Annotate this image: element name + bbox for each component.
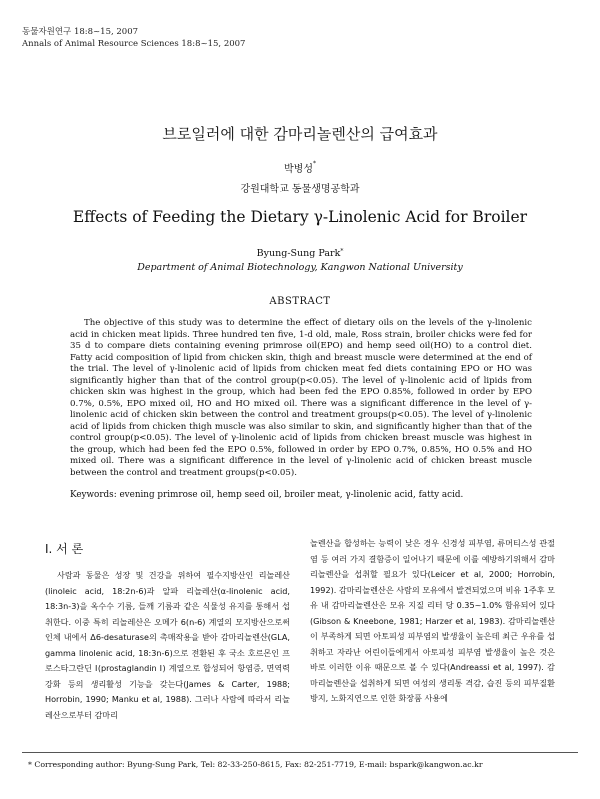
journal-header-en: Annals of Animal Resource Sciences 18:8~15, 2007 [22,39,246,49]
journal-header [22,26,245,50]
body-column-left: 사람과 동물은 성장 및 건강을 위하여 필수지방산인 리놀레산(linoleic acid, 18:2n-6)과 알파 리놀레산(α-linolenic acid, 18:3n-3)을 옥수수 기름, 들깨 기름과 같은 식물성 유지를 통해서 섭취한다. 이중 특히 리놀레산은 오메가 6(n-6) 계열의 모지방산으로써 인체 내에서 Δ6-desaturase의 촉매작용을 받아 감마리놀렌산(GLA, gamma linolenic acid, 18:3n-6)으로 전환된 후 국소 호르몬인 프로스타그란딘 Ⅰ(prostaglandin Ⅰ) 계열으로 합성되어 항염증, 면역력 강화 등의 생리활성 기능을 갖는다(James & Carter, 1988; Horrobin, 1990; Manku et al, 1988). 그러나 사람에 따라서 리놀레산으로부터 감마리 [45,570,290,720]
title-english: Effects of Feeding the Dietary γ-Linolenic Acid for Broiler [72,208,528,226]
footnote-divider [22,752,578,753]
keywords: Keywords: evening primrose oil, hemp seed oil, broiler meat, γ-linolenic acid, fatty acid. [70,490,464,500]
section-heading-introduction: Ⅰ. 서 론 [45,542,84,556]
affiliation-english: Department of Animal Biotechnology, Kangwon National University [137,262,463,273]
author-english [0,248,600,259]
affiliation-korean: 강원대학교 동물생명공학과 [240,184,360,195]
abstract-body: The objective of this study was to determine the effect of dietary oils on the levels of the γ-linolenic acid in chicken meat lipids. Three hundred ten five, 1-d old, male, Ross strain, broiler chicks were fed for 35 d to compare diets containing evening primrose oil(EPO) and hemp seed oil(HO) to a control diet. Fatty acid composition of lipid from chicken skin, thigh and breast muscle were determined at the end of the trial. The level of γ-linolenic acid of lipids from chicken meat fed diets containing EPO or HO was significantly higher than that of the control group(p<0.05). The level of γ-linolenic acid of lipids from chicken skin was highest in the group, which had been fed the EPO 0.85%, followed in order by EPO 0.7%, 0.5%, EPO mixed oil, HO and HO mixed oil. There was a significant difference in the level of γ-linolenic acid of chicken skin between the control and treatment groups(p<0.05). The level of γ-linolenic acid of lipids from chicken thigh muscle was also similar to skin, and significantly higher than that of the control group(p<0.05). The level of γ-linolenic acid of lipids from chicken breast muscle was highest in the group, which had been fed the EPO 0.5%, followed in order by EPO 0.7%, 0.85%, HO 0.5% and HO mixed oil. There was a significant difference in the level of γ-linolenic acid of chicken breast muscle between the control and treatment groups(p<0.05). [70,318,532,478]
author-korean-name: 박병성 [284,164,313,175]
author-korean-mark: * [312,160,316,167]
author-english-name: Byung-Sung Park [256,248,341,259]
abstract-heading: ABSTRACT [269,296,331,307]
body-column-right: 놀렌산을 합성하는 능력이 낮은 경우 신경성 피부염, 류머티스성 관절염 등 여러 가지 결함증이 일어나기 때문에 이를 예방하기위해서 감마리놀렌산을 섭취할 필요가 있다(Leicer et al, 2000; Horrobin, 1992). 감마리놀렌산은 사람의 모유에서 발견되었으며 비유 1주후 모유 내 감마리놀렌산은 모유 지질 리터 당 0.35~1.0% 함유되어 있다(Gibson & Kneebone, 1981; Harzer et al, 1983). 감마리놀렌산이 부족하게 되면 아토피성 피부염의 발생율이 높은데 최근 우유를 섭취하고 자라난 어린이들에게서 아토피성 피부염 발생율이 높은 것은 바로 이러한 이유 때문으로 볼 수 있다(Andreassi et al, 1997). 감마리놀렌산을 섭취하게 되면 여성의 생리통 격감, 습진 등의 피부질환 방지, 노화지연으로 인한 화장품 사용에 [310,538,555,703]
author-korean [0,160,600,175]
footnote-corresponding-author: * Corresponding author: Byung-Sung Park, Tel: 82-33-250-8615, Fax: 82-251-7719, E-mail: bspark@kangwon.ac.kr [28,760,483,769]
title-korean: 브로일러에 대한 감마리놀렌산의 급여효과 [162,125,438,143]
journal-header-kr: 동물자원연구 18:8~15, 2007 [22,27,139,37]
author-english-mark: * [340,248,344,255]
